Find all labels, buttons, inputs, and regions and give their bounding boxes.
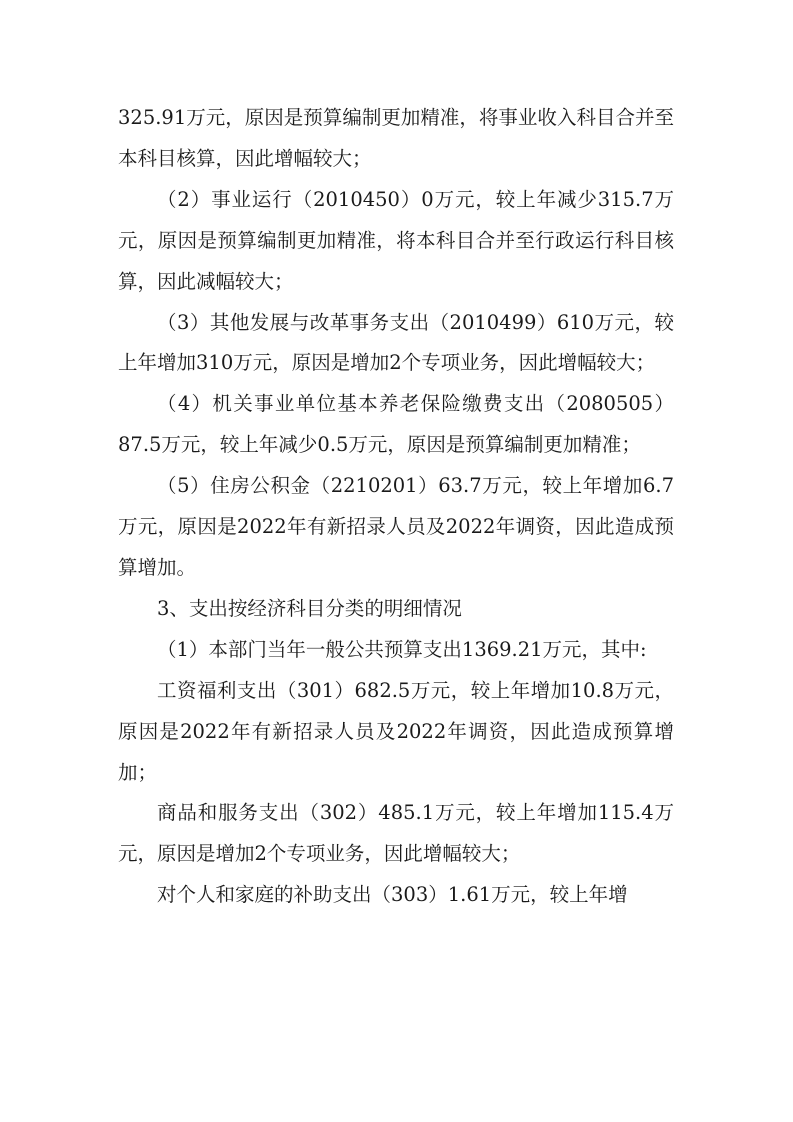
- paragraph-sub-item-1: （1）本部门当年一般公共预算支出1369.21万元，其中:: [157, 637, 647, 661]
- paragraph-item-5: （5）住房公积金（2210201）63.7万元，较上年增加6.7万元，原因是2022年有新招录人员及2022年调资，因此造成预算增加。: [118, 474, 674, 579]
- paragraph-item-4: （4）机关事业单位基本养老保险缴费支出（2080505）87.5万元，较上年减少0.5万元，原因是预算编制更加精准；: [118, 392, 674, 457]
- document-body: [118, 98, 674, 916]
- paragraph-wage-welfare: 工资福利支出（301）682.5万元，较上年增加10.8万元，原因是2022年有新招录人员及2022年调资，因此造成预算增加；: [118, 678, 674, 784]
- paragraph-goods-services: 商品和服务支出（302）485.1万元，较上年增加115.4万元，原因是增加2个专项业务，因此增幅较大；: [118, 801, 674, 866]
- paragraph-continuation: 325.91万元，原因是预算编制更加精准，将事业收入科目合并至本科目核算，因此增幅较大；: [118, 106, 674, 170]
- paragraph-item-2: （2）事业运行（2010450）0万元，较上年减少315.7万元，原因是预算编制更加精准，将本科目合并至行政运行科目核算，因此减幅较大；: [118, 187, 674, 293]
- paragraph-household-subsidy: 对个人和家庭的补助支出（303）1.61万元，较上年增: [157, 883, 628, 907]
- section-heading: 3、支出按经济科目分类的明细情况: [157, 596, 462, 620]
- paragraph-item-3: （3）其他发展与改革事务支出（2010499）610万元，较上年增加310万元，原因是增加2个专项业务，因此增幅较大；: [118, 310, 674, 375]
